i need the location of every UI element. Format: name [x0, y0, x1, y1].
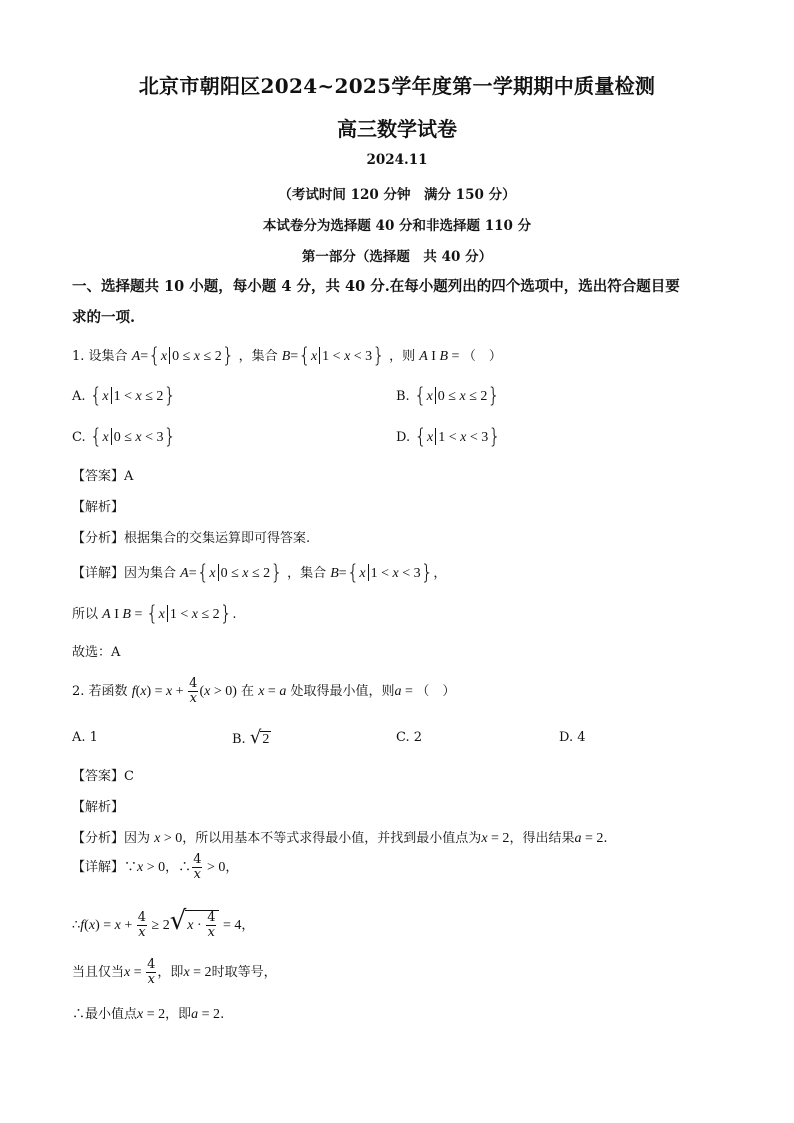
q1-option-c: C. {x 0 ≤ x < 3} [72, 424, 177, 448]
q1-prefix: 1. 设集合 [72, 349, 128, 364]
q1-option-b: B. {x 0 ≤ x ≤ 2} [396, 383, 501, 407]
question-2: 2. 若函数 f(x) = x + $\frac{4}{x}$ (x > 0) 在 x = a 处取得最小值，则a = （ ） [72, 676, 456, 706]
exam-date: 2024.11 [366, 152, 428, 168]
set-b-definition: B [281, 349, 291, 364]
q2-inequality: ∴f(x) = x + $\frac{4}{x}$ ≥ 2√x · $\frac{4}{x}$ = 4， [72, 906, 255, 940]
q1-option-d: D. {x 1 < x < 3} [396, 424, 501, 448]
subject-title: 高三数学试卷 [337, 117, 457, 141]
section-instructions-line2: 求的一项. [72, 309, 136, 326]
q2-analysis-heading: 【解析】 [72, 800, 125, 815]
q2-fenxi: 【分析】因为 x > 0，所以用基本不等式求得最小值，并找到最小值点为x = 2，得出结果a = 2. [72, 831, 608, 846]
q1-analysis-heading: 【解析】 [72, 500, 125, 515]
q1-answer: 【答案】A [72, 469, 134, 484]
q2-option-d: D. 4 [559, 730, 586, 745]
q2-conclusion: ∴最小值点x = 2，即a = 2. [72, 1007, 225, 1022]
paper-composition: 本试卷分为选择题 40 分和非选择题 110 分 [262, 218, 532, 234]
set-a-definition: A [131, 349, 141, 364]
question-1: 1. 设集合 A={x 0 ≤ x ≤ 2} ，集合 B={x 1 < x < 3} ，则 A I B = （ ） [72, 343, 502, 367]
section-instructions-line1: 一、选择题共 10 小题，每小题 4 分，共 40 分.在每小题列出的四个选项中，选出符合题目要 [72, 278, 680, 295]
q1-conclusion: 所以 A I B = {x 1 < x ≤ 2}. [72, 601, 237, 625]
q2-detail: 【详解】∵x > 0，∴ $\frac{4}{x}$ > 0， [72, 852, 239, 882]
q1-option-a: A. {x 1 < x ≤ 2} [72, 383, 177, 407]
document-title: 北京市朝阳区2024~2025学年度第一学期期中质量检测 [138, 74, 656, 98]
part-title: 第一部分（选择题 共 40 分） [301, 249, 493, 265]
q2-answer: 【答案】C [72, 769, 134, 784]
exam-info: （考试时间 120 分钟 满分 150 分） [278, 187, 516, 203]
q2-option-c: C. 2 [396, 730, 423, 745]
q1-choose: 故选：A [72, 645, 121, 660]
q1-fenxi: 【分析】根据集合的交集运算即可得答案. [72, 531, 311, 546]
q2-option-a: A. 1 [72, 730, 98, 745]
q2-equality-condition: 当且仅当x = $\frac{4}{x}$ ，即x = 2时取等号， [72, 957, 277, 987]
q2-option-b: B. √2 [232, 727, 270, 748]
q1-detail: 【详解】因为集合 A={x 0 ≤ x ≤ 2} ，集合 B={x 1 < x < 3}， [72, 560, 447, 584]
